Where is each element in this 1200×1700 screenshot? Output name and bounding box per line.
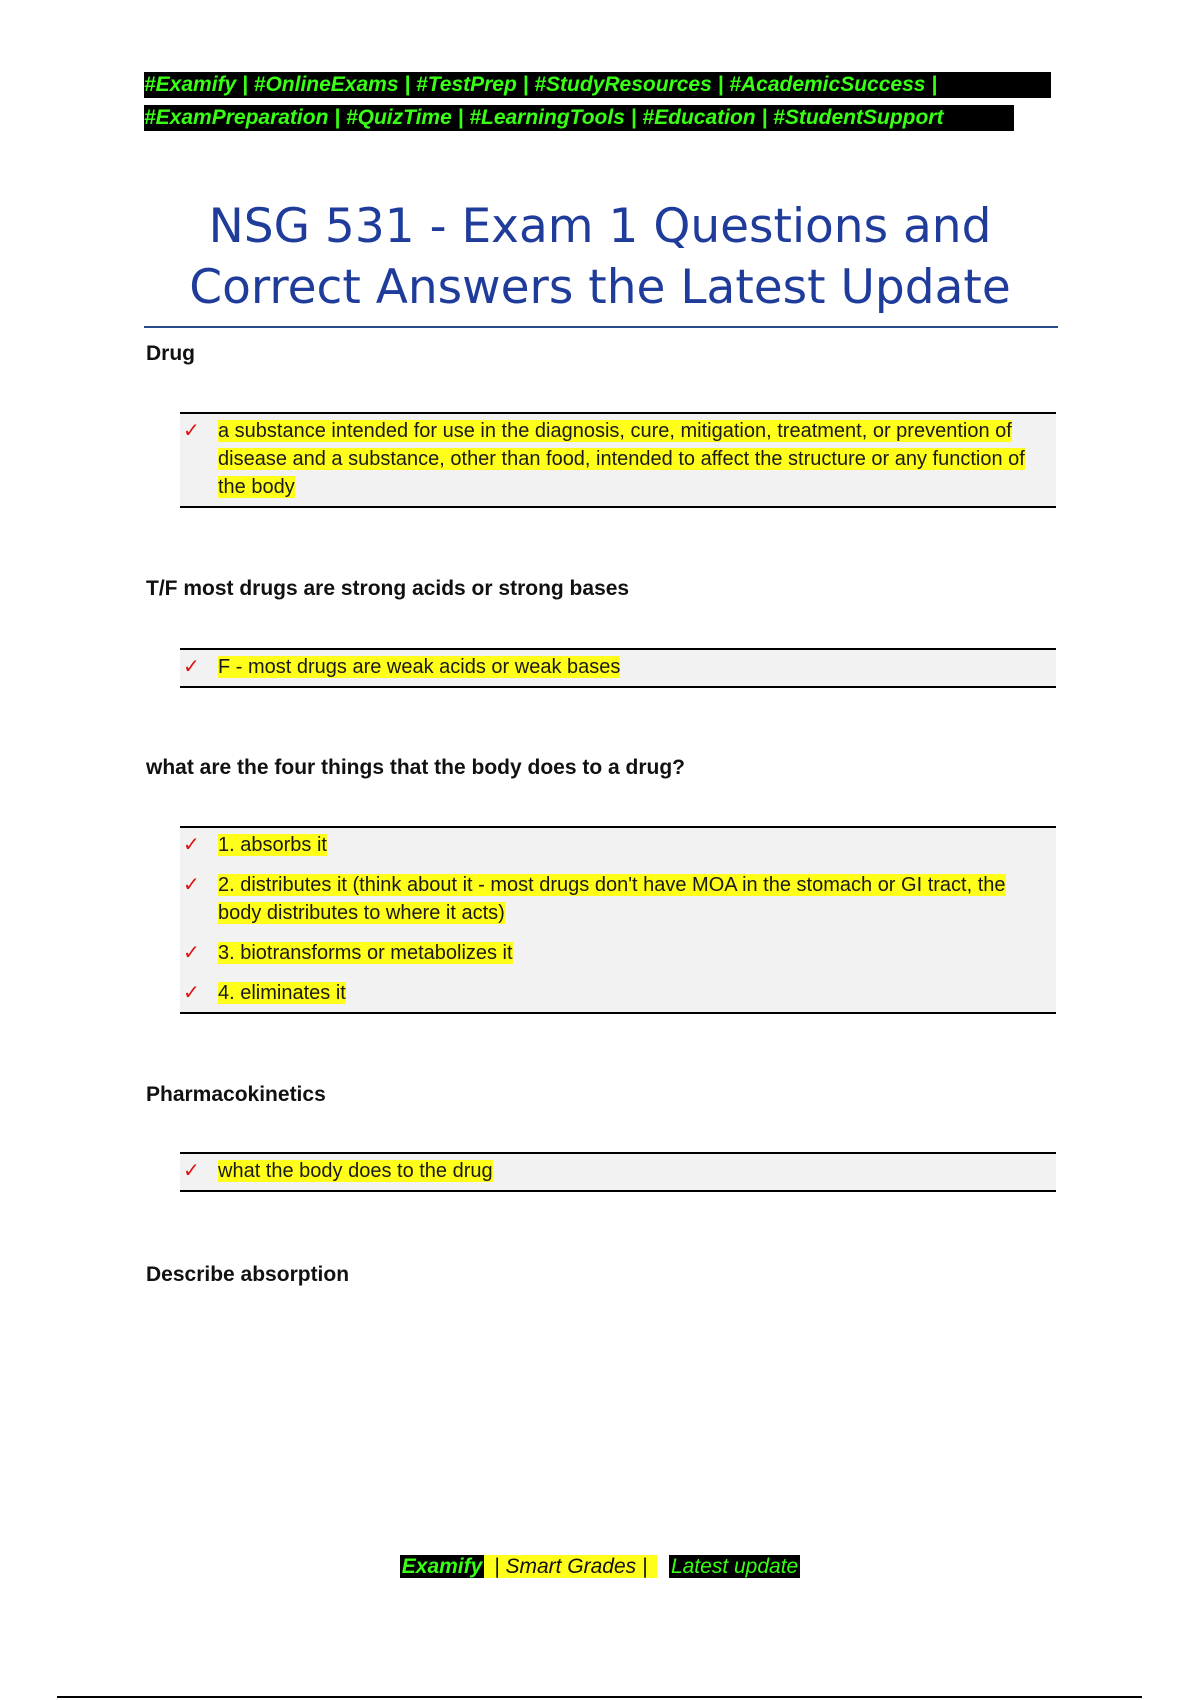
footer-brand: Examify — [401, 1555, 483, 1578]
footer-separator: | — [636, 1555, 654, 1578]
answer-box — [180, 1152, 1056, 1192]
question-label: Pharmacokinetics — [146, 1083, 326, 1106]
check-icon: ✓ — [183, 872, 200, 896]
answer-text: F - most drugs are weak acids or weak bases — [218, 656, 621, 678]
answer-item — [180, 831, 1056, 859]
answer-box — [180, 648, 1056, 688]
hashtag-line-1: #Examify | #OnlineExams | #TestPrep | #StudyResources | #AcademicSuccess | — [144, 72, 1051, 98]
hashtag-line-2: #ExamPreparation | #QuizTime | #LearningTools | #Education | #StudentSupport — [144, 105, 1014, 131]
title-line-2: Correct Answers the Latest Update — [189, 260, 1011, 315]
check-icon: ✓ — [183, 832, 200, 856]
question-label: T/F most drugs are strong acids or strong bases — [146, 577, 630, 600]
footer-separator: | — [488, 1555, 506, 1578]
answer-item — [180, 871, 1056, 927]
check-icon: ✓ — [183, 1158, 200, 1182]
answer-item — [180, 653, 1056, 681]
answer-item — [180, 1157, 1056, 1185]
answer-box — [180, 826, 1056, 1014]
footer-smart-grades: Smart Grades — [505, 1555, 637, 1578]
answer-text: a substance intended for use in the diagnosis, cure, mitigation, treatment, or prevention of disease and a substance, other than food, intended to affect the structure or any function of the body — [218, 420, 1025, 498]
answer-text: 2. distributes it (think about it - most drugs don't have MOA in the stomach or GI tract, the body distributes to where it acts) — [218, 874, 1006, 924]
document-title — [144, 196, 1056, 318]
answer-text: 4. eliminates it — [218, 982, 346, 1004]
question-label: what are the four things that the body does to a drug? — [146, 756, 686, 779]
check-icon: ✓ — [183, 980, 200, 1004]
answer-text: what the body does to the drug — [218, 1160, 493, 1182]
answer-box — [180, 412, 1056, 508]
answer-text: 3. biotransforms or metabolizes it — [218, 942, 513, 964]
question-label: Describe absorption — [146, 1263, 350, 1286]
answer-item — [180, 417, 1056, 501]
answer-item — [180, 979, 1056, 1007]
question-label: Drug — [146, 342, 195, 365]
page-footer — [0, 1555, 1200, 1579]
check-icon: ✓ — [183, 940, 200, 964]
footer-middle — [484, 1555, 657, 1578]
page-bottom-rule — [57, 1696, 1142, 1698]
check-icon: ✓ — [183, 418, 200, 442]
title-line-1: NSG 531 - Exam 1 Questions and — [208, 199, 992, 254]
answer-text: 1. absorbs it — [218, 834, 327, 856]
check-icon: ✓ — [183, 654, 200, 678]
title-divider — [144, 326, 1058, 328]
footer-latest-update: Latest update — [670, 1555, 799, 1578]
answer-item — [180, 939, 1056, 967]
